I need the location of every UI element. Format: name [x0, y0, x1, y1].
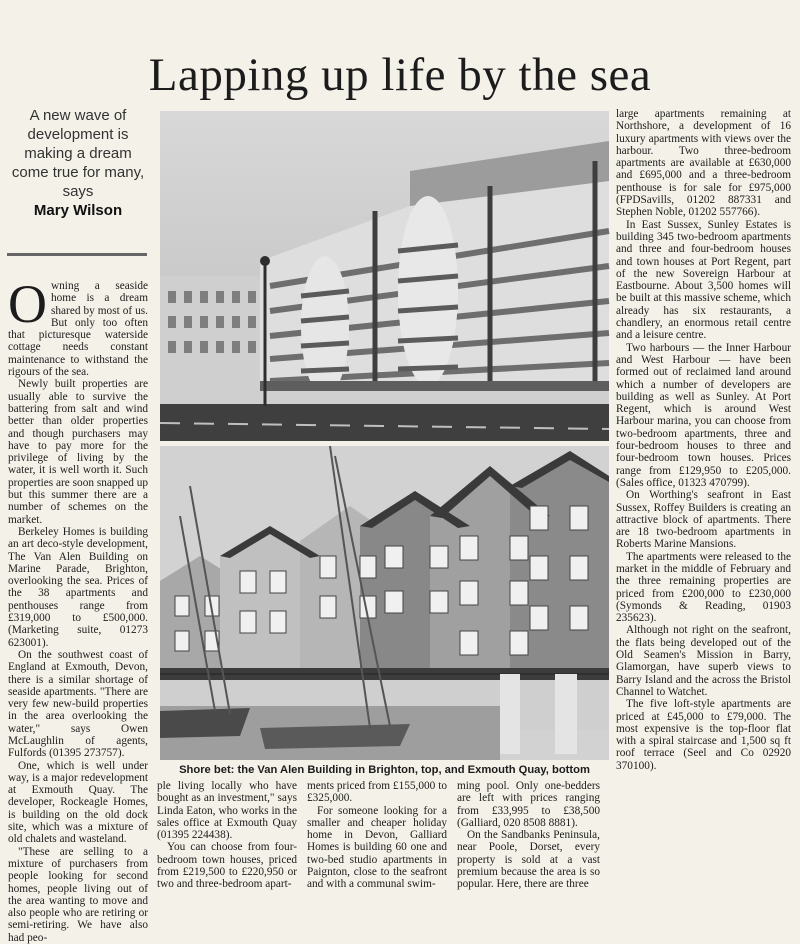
- col1-paragraph-1: Newly built properties are usually able to survive the battering from salt and wind better than older properties and though purchasers may have to pay more for the privilege of living by the water, it is well worth it. Such properties are soon snapped up but this summer there are a number of schemes on the market.: [8, 378, 148, 526]
- col1-paragraph-5: "These are selling to a mixture of purchasers from people looking for second homes, people living out of the area wanting to move and also people who are retiring or semi-retiring. We have also had peo-: [8, 845, 148, 944]
- byline-rule: [7, 253, 147, 256]
- drop-cap: O: [8, 274, 47, 334]
- col5-paragraph-2: Two harbours — the Inner Harbour and West Harbour — have been formed out of reclaimed land around which a number of developers are building as well as Sunley. At Port Regent, which is around West Harbour marina, you can choose from two-bedroom apartments, three and four-bedroom houses to three and four-bedroom town houses. Prices range from £129,950 to £205,000. (Sales office, 01323 470799).: [616, 341, 791, 489]
- byline: Mary Wilson: [33, 202, 123, 219]
- exmouth-quay-image: [160, 446, 609, 760]
- column-2: [157, 780, 297, 910]
- col1-paragraph-3: On the southwest coast of England at Exmouth, Devon, there is a similar shortage of seaside apartments. "There are very few new-build properties in the area overlooking the water," says Owen McLaughlin of agents, Fulfords (01395 273757).: [8, 648, 148, 760]
- column-3: [307, 780, 447, 910]
- col4-paragraph-1: On the Sandbanks Peninsula, near Poole, Dorset, every property is sold at a vast premium because the area is so popular. Here, there are three: [457, 829, 600, 891]
- col3-paragraph-0: ments priced from £155,000 to £325,000.: [307, 780, 447, 805]
- column-1: [8, 274, 148, 944]
- col1-paragraph-4: One, which is well under way, is a major redevelopment at Exmouth Quay. The developer, Rockeagle Homes, is building on the old dock site, which was a mixture of old chalets and wasteland.: [8, 759, 148, 846]
- col4-paragraph-0: ming pool. Only one-bedders are left with prices ranging from £33,995 to £38,500 (Galliard, 020 8508 8881).: [457, 780, 600, 829]
- col2-paragraph-1: You can choose from four-bedroom town houses, priced from £219,500 to £220,950 or two and three-bedroom apart-: [157, 841, 297, 891]
- col5-paragraph-4: The apartments were released to the market in the middle of February and the three remaining properties are priced from £200,000 to £230,000 (Symonds & Reading, 01903 235623).: [616, 550, 791, 625]
- standfirst-text: A new wave of development is making a dream come true for many, says: [11, 107, 145, 200]
- col5-paragraph-0: large apartments remaining at Northshore, a development of 16 luxury apartments with views over the harbour. Two three-bedroom apartments are available at £630,000 and £695,000 and a three-bedroom penthouse is for sale for £975,000 (FPDSavills, 01202 887331 and Stephen Noble, 01202 557766).: [616, 108, 791, 219]
- column-5: [616, 108, 791, 908]
- col5-paragraph-3: On Worthing's seafront in East Sussex, Roffey Builders is creating an attractive block of apartments. There are 18 two-bedroom apartments in Roberts Marine Mansions.: [616, 489, 791, 551]
- col2-paragraph-0: ple living locally who have bought as an investment," says Linda Eaton, who works in the sales office at Exmouth Quay (01395 224438).: [157, 780, 297, 842]
- column-4: [457, 780, 600, 910]
- col3-paragraph-1: For someone looking for a smaller and cheaper holiday home in Devon, Galliard Homes is building 60 one and two-bed studio apartments in Paignton, close to the seafront and with a communal swim-: [307, 804, 447, 891]
- col1-paragraph-0: Owning a seaside home is a dream shared by most of us. But only too often that picturesque waterside cottage needs constant maintenance to withstand the rigours of the sea.: [8, 274, 148, 379]
- photo-exmouth-quay: [160, 446, 609, 760]
- col5-paragraph-5: Although not right on the seafront, the flats being developed out of the Old Seamen's Mission in Barry, Glamorgan, have superb views to Barry Island and the across the Bristol Channel to Watchet.: [616, 624, 791, 698]
- standfirst: [10, 106, 146, 220]
- van-alen-building-image: [160, 111, 609, 441]
- headline: Lapping up life by the sea: [148, 49, 652, 102]
- col5-paragraph-6: The five loft-style apartments are priced at £45,000 to £79,000. The most expensive is the top-floor flat with a spiral staircase and 1,500 sq ft roof terrace (Seel and Co 02920 370100).: [616, 698, 791, 772]
- col1-paragraph-2: Berkeley Homes is building an art deco-style development, The Van Alen Building on Marine Parade, Brighton, overlooking the sea. Prices of the 38 apartments and penthouses range from £319,000 to £500,000. (Marketing suite, 01273 623001).: [8, 525, 148, 649]
- photo-van-alen-building: [160, 111, 609, 441]
- photo-caption: Shore bet: the Van Alen Building in Brighton, top, and Exmouth Quay, bottom: [179, 764, 590, 776]
- col5-paragraph-1: In East Sussex, Sunley Estates is building 345 two-bedroom apartments and three and four-bedroom houses and town houses at Port Regent, part of the new Sovereign Harbour at Eastbourne. About 3,500 homes will be built at this massive scheme, which already has six restaurants, a chandlery, an enormous retail centre and a leisure centre.: [616, 218, 791, 342]
